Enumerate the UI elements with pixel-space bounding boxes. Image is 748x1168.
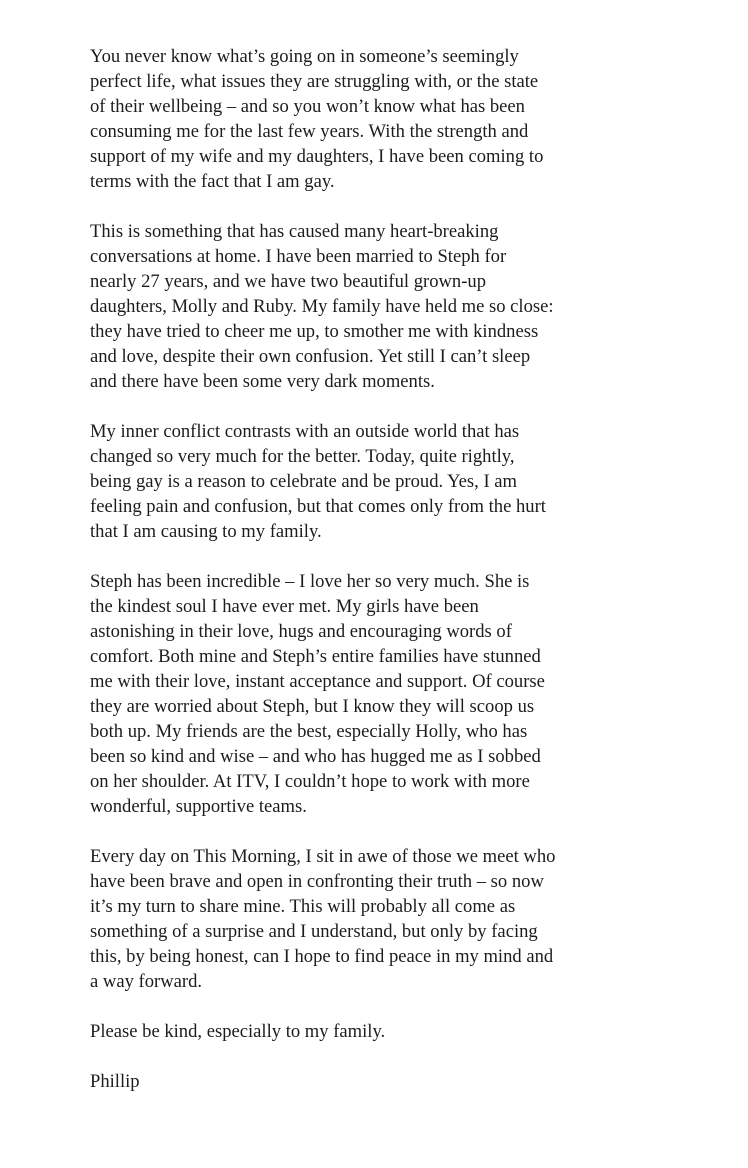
- text-line: they are worried about Steph, but I know they will scoop us: [90, 696, 535, 717]
- text-line: it’s my turn to share mine. This will probably all come as: [90, 896, 516, 917]
- text-line: This is something that has caused many heart-breaking: [90, 221, 499, 242]
- paragraph-2: [90, 219, 660, 394]
- text-line: a way forward.: [90, 971, 203, 992]
- text-line: nearly 27 years, and we have two beautiful grown-up: [90, 271, 487, 292]
- text-line: perfect life, what issues they are struggling with, or the state: [90, 71, 539, 92]
- signature: Phillip: [90, 1071, 140, 1092]
- letter-body: [90, 44, 660, 1094]
- text-line: terms with the fact that I am gay.: [90, 171, 335, 192]
- text-line: being gay is a reason to celebrate and be proud. Yes, I am: [90, 471, 518, 492]
- text-line: something of a surprise and I understand, but only by facing: [90, 921, 538, 942]
- text-line: support of my wife and my daughters, I have been coming to: [90, 146, 544, 167]
- paragraph-1: [90, 44, 660, 194]
- text-line: have been brave and open in confronting their truth – so now: [90, 871, 544, 892]
- text-line: and love, despite their own confusion. Yet still I can’t sleep: [90, 346, 531, 367]
- text-line: daughters, Molly and Ruby. My family have held me so close:: [90, 296, 554, 317]
- paragraph-4: [90, 569, 660, 819]
- text-line: wonderful, supportive teams.: [90, 796, 307, 817]
- text-line: Steph has been incredible – I love her so very much. She is: [90, 571, 530, 592]
- text-line: conversations at home. I have been married to Steph for: [90, 246, 507, 267]
- text-line: both up. My friends are the best, especially Holly, who has: [90, 721, 528, 742]
- text-line: they have tried to cheer me up, to smother me with kindness: [90, 321, 539, 342]
- text-line: Every day on This Morning, I sit in awe of those we meet who: [90, 846, 556, 867]
- text-line: that I am causing to my family.: [90, 521, 322, 542]
- text-line: You never know what’s going on in someone’s seemingly: [90, 46, 519, 67]
- paragraph-5: [90, 844, 660, 994]
- text-line: consuming me for the last few years. With the strength and: [90, 121, 529, 142]
- text-line: My inner conflict contrasts with an outside world that has: [90, 421, 520, 442]
- text-line: astonishing in their love, hugs and encouraging words of: [90, 621, 512, 642]
- text-line: feeling pain and confusion, but that comes only from the hurt: [90, 496, 546, 517]
- paragraph-3: [90, 419, 660, 544]
- text-line: changed so very much for the better. Today, quite rightly,: [90, 446, 515, 467]
- text-line: me with their love, instant acceptance and support. Of course: [90, 671, 545, 692]
- text-line: on her shoulder. At ITV, I couldn’t hope to work with more: [90, 771, 530, 792]
- text-line: and there have been some very dark moments.: [90, 371, 435, 392]
- text-line: comfort. Both mine and Steph’s entire families have stunned: [90, 646, 541, 667]
- text-line: the kindest soul I have ever met. My girls have been: [90, 596, 479, 617]
- text-line: of their wellbeing – and so you won’t know what has been: [90, 96, 525, 117]
- text-line: this, by being honest, can I hope to find peace in my mind and: [90, 946, 554, 967]
- text-line: been so kind and wise – and who has hugged me as I sobbed: [90, 746, 541, 767]
- closing-line: Please be kind, especially to my family.: [90, 1021, 386, 1042]
